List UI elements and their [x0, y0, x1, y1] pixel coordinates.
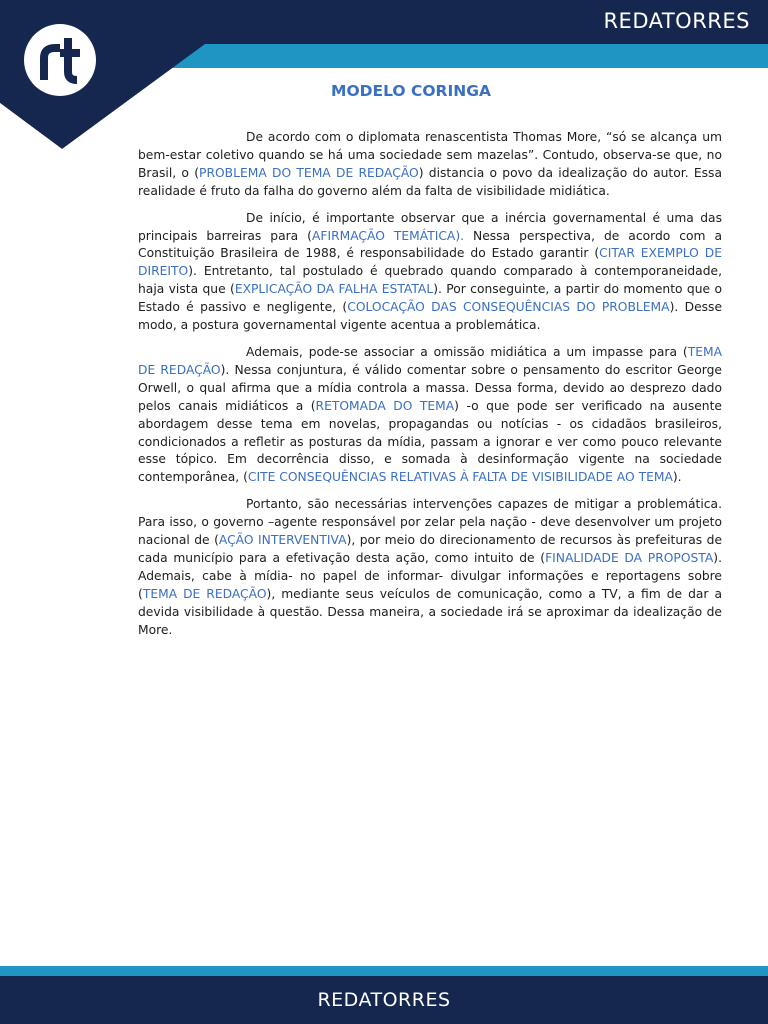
placeholder-highlight: CITAR EXEMPLO DE DIREITO [138, 246, 722, 279]
essay-paragraph [138, 496, 722, 639]
footer-brand-name: REDATORRES [317, 989, 451, 1011]
placeholder-highlight: TEMA DE REDAÇÃO [138, 344, 722, 377]
paragraph-text: ), mediante seus veículos de comunicação, como a TV, a fim de dar a devida visibilidade à questão. Dessa maneira, a sociedade irá se aproximar da idealização de More. [138, 586, 722, 637]
placeholder-highlight: EXPLICAÇÃO DA FALHA ESTATAL [234, 282, 434, 297]
placeholder-highlight: COLOCAÇÃO DAS CONSEQUÊNCIAS DO PROBLEMA [347, 300, 670, 315]
placeholder-highlight: RETOMADA DO TEMA [315, 398, 455, 413]
paragraph-text: ) distancia o povo da idealização do autor. Essa realidade é fruto da falha do governo além da falta de visibilidade midiática. [138, 165, 722, 198]
placeholder-highlight: AFIRMAÇÃO TEMÁTICA). [311, 228, 465, 243]
placeholder-highlight: PROBLEMA DO TEMA DE REDAÇÃO [199, 165, 419, 180]
page-title: MODELO CORINGA [331, 82, 491, 100]
paragraph-text: ). Por conseguinte, a partir do momento que o Estado é passivo e negligente, ( [138, 282, 722, 315]
paragraph-text: Ademais, pode-se associar a omissão midiática a um impasse para ( [246, 344, 688, 359]
paragraph-text: ), por meio do direcionamento de recursos às prefeituras de cada município para a efetivação desta ação, como intuito de ( [138, 533, 723, 565]
paragraph-text: ). Desse modo, a postura governamental vigente acentua a problemática. [138, 300, 723, 333]
essay-body [138, 129, 722, 648]
essay-paragraph [138, 210, 722, 335]
paragraph-text: ). Entretanto, tal postulado é quebrado quando comparado à contemporaneidade, haja vista que ( [138, 264, 722, 297]
header-brand-name: REDATORRES [603, 9, 750, 33]
paragraph-text: Portanto, são necessárias intervenções capazes de mitigar a problemática. Para isso, o governo –agente responsável por zelar pela nação - deve desenvolver um projeto nacional de ( [138, 497, 722, 548]
paragraph-text: ) -o que pode ser verificado na ausente abordagem desse tema em novelas, propagandas ou notícias - os cidadãos brasileiros, condicionados a refletir as posturas da mídia, passam a ignorar e ver como pouco relevante esse tópico. Em decorrência disso, e somada à desinformação vigente na sociedade contemporânea, ( [138, 398, 722, 485]
placeholder-highlight: AÇÃO INTERVENTIVA [218, 533, 347, 548]
placeholder-highlight: CITE CONSEQUÊNCIAS RELATIVAS À FALTA DE VISIBILIDADE AO TEMA [247, 470, 673, 485]
paragraph-text: ). Nessa conjuntura, é válido comentar sobre o pensamento do escritor George Orwell, o qual afirma que a mídia controla a massa. Dessa forma, devido ao desprezo dado pelos canais midiáticos a ( [138, 362, 722, 413]
paragraph-text: De acordo com o diplomata renascentista Thomas More, “só se alcança um bem-estar coletivo quando se há uma sociedade sem mazelas”. Contudo, observa-se que, no Brasil, o ( [138, 130, 722, 180]
essay-paragraph [138, 344, 722, 487]
paragraph-text: Nessa perspectiva, de acordo com a Constituição Brasileira de 1988, é responsabilidade do Estado garantir ( [138, 228, 722, 261]
paragraph-text: ). [672, 470, 682, 485]
footer-accent-stripe [0, 966, 768, 976]
placeholder-highlight: TEMA DE REDAÇÃO [142, 586, 267, 601]
paragraph-text: ). Ademais, cabe à mídia- no papel de informar- divulgar informações e reportagens sobre ( [138, 550, 722, 601]
essay-paragraph [138, 129, 722, 201]
paragraph-text: De início, é importante observar que a inércia governamental é uma das principais barreiras para ( [138, 210, 722, 243]
placeholder-highlight: FINALIDADE DA PROPOSTA [545, 550, 714, 565]
